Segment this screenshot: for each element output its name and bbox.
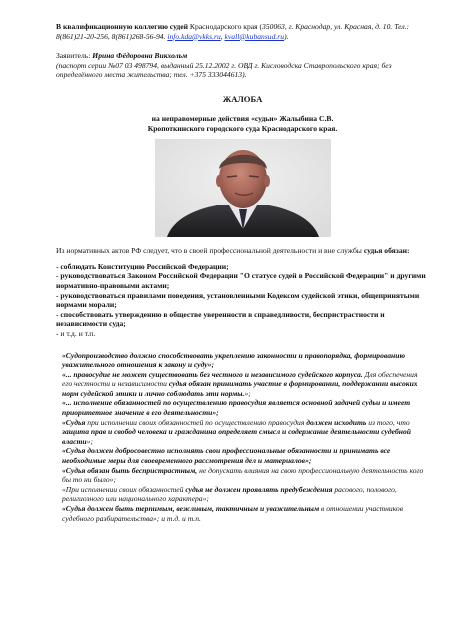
judge-portrait-photo [155, 139, 331, 237]
subject-line-2: Кропоткинского городского суда Краснодарского края. [147, 123, 338, 133]
quote-4: «Судья при исполнении своих обязанностей по осуществлению правосудия должен исходить из того, что защита прав и свобод человека и гражданина определяет смысл и содержание деятельности судебной власти»; [62, 417, 411, 446]
recipient-region: Краснодарского края ( [188, 22, 263, 31]
photo-container [56, 139, 429, 237]
applicant-block [56, 51, 429, 80]
duty-item: - руководствоваться Законом Российской Федерации "О статусе судей в Российской Федерации" и другими нормативно-правовыми актами; [56, 271, 426, 290]
quote-5: «Судья должен добросовестно исполнять свои профессиональные обязанности и принимать все необходимые меры для своевременного рассмотрения дел и материалов»; [62, 446, 391, 466]
document-title: ЖАЛОБА [222, 93, 263, 104]
email-link-vkks[interactable]: info.kdа@vkks.ru [167, 31, 221, 41]
duties-list [56, 262, 429, 339]
quote-6: «Судья обязан быть беспристрастным, не допускать влияния на свою профессиональную деятельность кого бы то ни было»; [62, 465, 424, 485]
intro-paragraph [56, 246, 429, 256]
subject-line-1: на неправомерные действия «судьи» Жалыбина С.В. [151, 113, 334, 123]
applicant-details: (паспорт серии №07 03 498794, выданный 25.12.2002 г. ОВД г. Кисловодска Ставропольского края; без определённого места жительства; тел. +375 333044613). [56, 60, 392, 80]
quote-3: «... исполнение обязанностей по осуществлению правосудия является основной задачей судьи и имеет приоритетное значение в его деятельности»; [62, 398, 411, 418]
quotes-block [62, 351, 429, 524]
duty-item: - способствовать утверждению в обществе уверенности в справедливости, беспристрастности и независимости суда; [56, 309, 385, 329]
address-end: ). [284, 31, 289, 41]
duty-etc: - и т.д. и т.п. [56, 328, 96, 338]
email-link-kubansud[interactable]: kvall@kubansud.ru [224, 31, 285, 41]
recipient-address [56, 22, 429, 41]
recipient-name: В квалификационную коллегию судей [56, 22, 188, 31]
quote-8: «Судья должен быть терпимым, вежливым, тактичным и уважительным в отношении участников судебного разбирательства»; и т.д. и т.п. [62, 504, 404, 523]
recipient-postal-address: 350063, г. Краснодар, ул. Красная, д. 10. Тел.: 8(861)21-20-256, 8(861)268-56-94. [56, 22, 410, 41]
quote-2: «... правосудие не может существовать без честного и независимого судейского корпуса. Для обеспечения его честности и независимости судья обязан принимать участие в формировании, поддержании высоких норм судейской этики и лично соблюдать эти нормы.»; [62, 369, 418, 398]
email-separator: , [220, 31, 225, 41]
quote-1: «Судопроизводство должно способствовать укреплению законности и правопорядка, формированию уважительного отношения к закону и суду»; [62, 350, 406, 370]
quote-7: «При исполнении своих обязанностей судья не должен проявлять предубеждения расового, полового, религиозного или национального характера»; [62, 484, 397, 504]
intro-bold: судья обязан: [363, 246, 410, 256]
duty-item: - соблюдать Конституцию Российской Федерации; [56, 261, 229, 271]
intro-text: Из нормативных актов РФ следует, что в своей профессиональной деятельности и вне службы [56, 246, 364, 256]
complaint-subject [56, 114, 429, 133]
duty-item: - руководствоваться правилами поведения, установленными Кодексом судейской этики, общепринятыми нормами морали; [56, 290, 420, 310]
applicant-label: Заявитель: [56, 51, 93, 61]
applicant-name: Ирина Фёдоровна Викхольм [92, 51, 188, 61]
